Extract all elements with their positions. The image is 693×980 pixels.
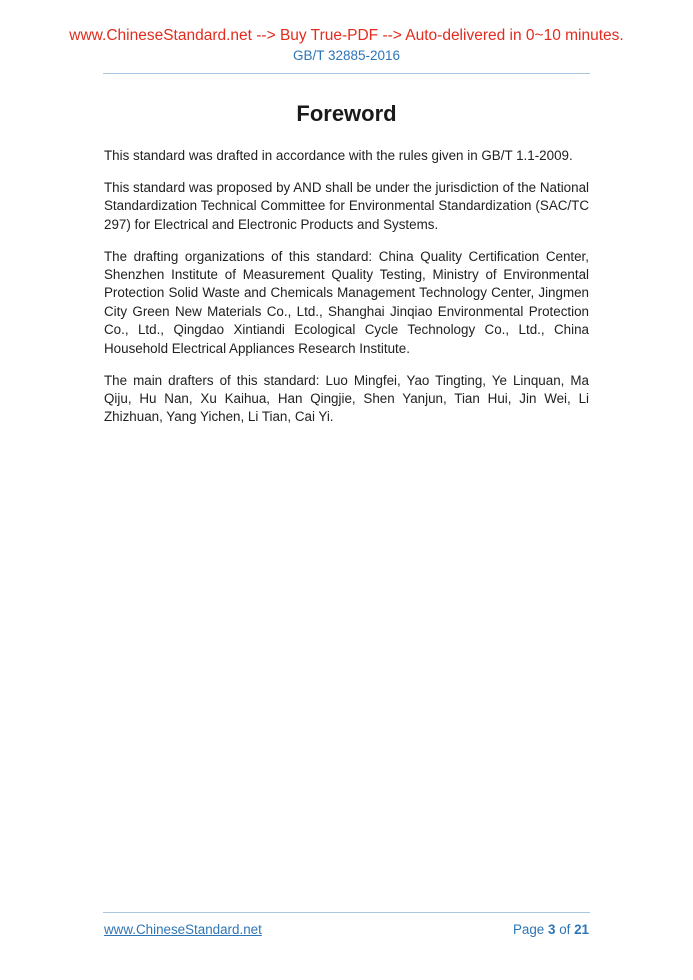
foreword-paragraph: This standard was drafted in accordance with the rules given in GB/T 1.1-2009. bbox=[104, 148, 573, 163]
footer-rule bbox=[103, 912, 590, 913]
page-footer bbox=[104, 922, 589, 937]
foreword-paragraph: This standard was proposed by AND shall be under the jurisdiction of the National Standardization Technical Committee for Environmental Standardization (SAC/TC 297) for Electrical and Electronic Products and Systems. bbox=[104, 179, 589, 232]
of-word: of bbox=[559, 922, 571, 937]
foreword-title: Foreword bbox=[296, 101, 397, 126]
page-total: 21 bbox=[574, 922, 589, 937]
page-current: 3 bbox=[548, 922, 556, 937]
promo-banner: www.ChineseStandard.net --> Buy True-PDF --> Auto-delivered in 0~10 minutes. bbox=[69, 27, 624, 44]
header-rule bbox=[103, 73, 590, 74]
page-word: Page bbox=[512, 922, 545, 937]
page-indicator bbox=[513, 922, 589, 937]
standard-number: GB/T 32885-2016 bbox=[292, 48, 401, 63]
foreword-paragraph: The drafting organizations of this standard: China Quality Certification Center, Shenzhen Institute of Measurement Quality Testing, Ministry of Environmental Protection Solid Waste and Chemicals Management Technology Center, Jingmen City Green New Materials Co., Ltd., Shanghai Jinqiao Environmental Protection Co., Ltd., Qingdao Xintiandi Ecological Cycle Technology Co., Ltd., China Household Electrical Appliances Research Institute. bbox=[104, 248, 589, 356]
document-body bbox=[104, 103, 589, 427]
footer-site-link[interactable]: www.ChineseStandard.net bbox=[104, 922, 262, 937]
foreword-paragraph: The main drafters of this standard: Luo Mingfei, Yao Tingting, Ye Linquan, Ma Qiju, Hu Nan, Xu Kaihua, Han Qingjie, Shen Yanjun, Tian Hui, Jin Wei, Li Zhizhuan, Yang Yichen, Li Tian, Cai Yi. bbox=[104, 372, 589, 425]
